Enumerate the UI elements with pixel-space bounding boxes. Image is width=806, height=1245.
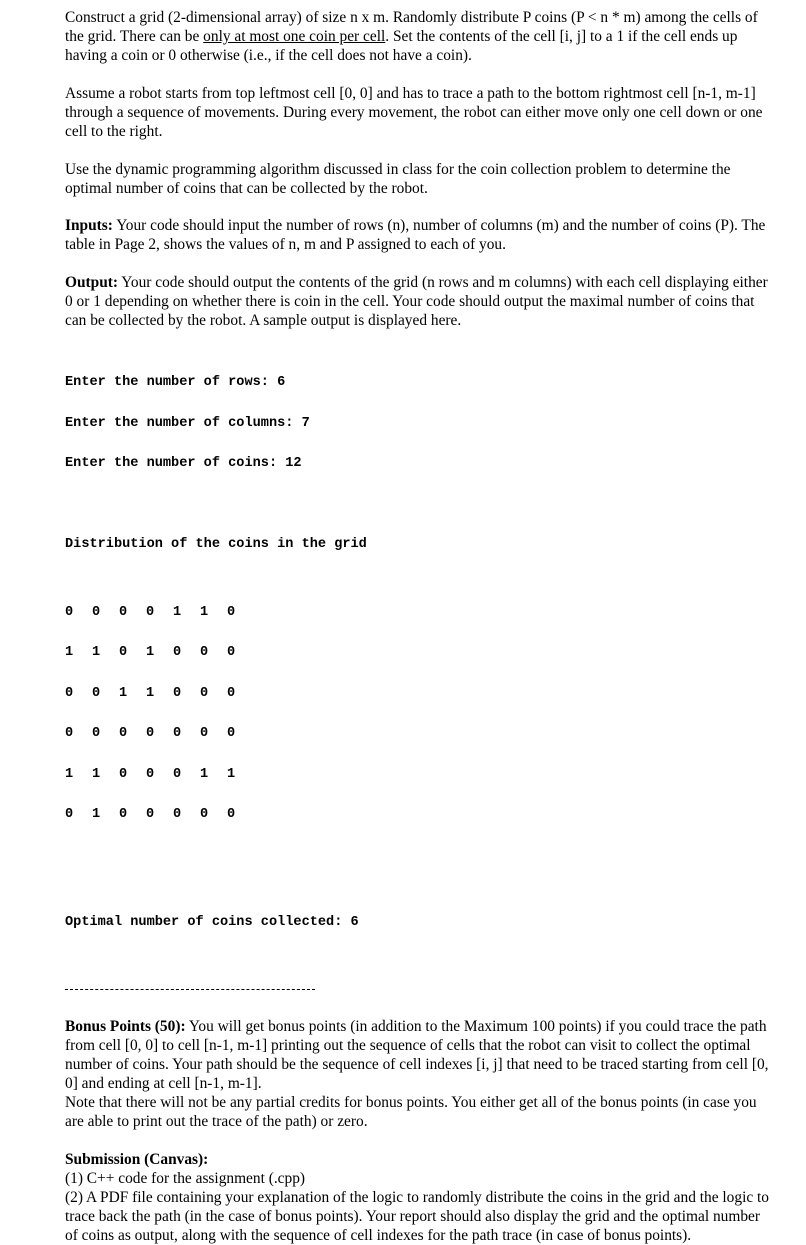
grid-cell: 0 [227, 645, 236, 660]
grid-cell: 1 [119, 685, 128, 701]
grid-cell: 0 [200, 685, 209, 701]
inputs-paragraph [65, 216, 771, 254]
grid-cell: 1 [92, 766, 101, 782]
grid-cell: 0 [227, 807, 236, 822]
bonus-label: Bonus Points (50): [65, 1017, 186, 1035]
grid-cell: 0 [173, 766, 182, 782]
submission-heading: Submission (Canvas): [65, 1150, 209, 1168]
grid-cell: 0 [92, 604, 101, 620]
dp-paragraph: Use the dynamic programming algorithm discussed in class for the coin collection problem to determine the optimal number of coins that can be collected by the robot. [65, 161, 731, 197]
rows-prompt: Enter the number of rows: 6 [65, 375, 286, 390]
grid-cell: 0 [227, 726, 236, 741]
grid-cell: 0 [65, 604, 74, 620]
grid-cell: 0 [92, 685, 101, 701]
grid-cell: 0 [173, 645, 182, 660]
grid-cell: 1 [146, 685, 155, 701]
intro-underlined-text: only at most one coin per cell [203, 28, 386, 45]
inputs-text: Your code should input the number of rows (n), number of columns (m) and the number of coins (P). The table in Page 2, shows the values of n, m and P assigned to each of you. [65, 217, 766, 253]
grid-cell: 0 [173, 685, 182, 701]
grid-cell: 1 [65, 645, 74, 660]
grid-cell: 0 [146, 726, 155, 741]
coins-prompt: Enter the number of coins: 12 [65, 456, 302, 471]
robot-paragraph: Assume a robot starts from top leftmost cell [0, 0] and has to trace a path to the bottom rightmost cell [n-1, m-1] through a sequence of movements. During every movement, the robot can either move only one cell down or one cell to the right. [65, 85, 763, 140]
grid-cell: 1 [227, 766, 236, 782]
intro-text-part1: Construct a grid (2-dimensional array) of size n x m. Randomly distribute P coins (P < n * m) among the cells of the grid. There can be [65, 9, 758, 45]
assignment-document [65, 8, 771, 1245]
grid-cell: 1 [146, 645, 155, 660]
coin-grid [65, 579, 771, 849]
grid-cell: 0 [65, 807, 74, 822]
grid-cell: 0 [119, 604, 128, 620]
intro-paragraph [65, 8, 771, 65]
grid-cell: 0 [65, 726, 74, 741]
grid-cell: 0 [119, 766, 128, 782]
inputs-label: Inputs: [65, 217, 113, 234]
grid-cell: 1 [200, 604, 209, 620]
grid-cell: 0 [119, 807, 128, 822]
intro-text-part2: . Set the contents of the cell [i, j] to a 1 if the cell ends up having a coin or 0 otherwise (i.e., if the cell does not have a coin). [65, 28, 738, 64]
grid-cell: 1 [200, 766, 209, 782]
submission-item-2: (2) A PDF file containing your explanation of the logic to randomly distribute the coins in the grid and the logic to trace back the path (in the case of bonus points). Your report should also display the grid and the optimal number of coins as output, along with the sequence of cell indexes for the path trace (in case of bonus points). [65, 1188, 769, 1244]
grid-cell: 0 [227, 604, 236, 620]
grid-row [65, 808, 771, 822]
grid-cell: 1 [173, 604, 182, 620]
grid-cell: 0 [200, 645, 209, 660]
grid-row [65, 606, 771, 620]
section-divider [65, 989, 315, 990]
grid-cell: 0 [119, 645, 128, 660]
grid-row [65, 687, 771, 701]
grid-cell: 0 [146, 604, 155, 620]
grid-cell: 0 [173, 807, 182, 822]
grid-cell: 0 [200, 726, 209, 741]
output-label: Output: [65, 274, 119, 291]
submission-section [65, 1150, 771, 1245]
grid-cell: 0 [92, 726, 101, 741]
grid-row [65, 768, 771, 782]
sample-console-output [65, 349, 771, 957]
output-paragraph [65, 273, 771, 330]
grid-cell: 1 [65, 766, 74, 782]
grid-cell: 0 [227, 685, 236, 701]
bonus-note: Note that there will not be any partial credits for bonus points. You either get all of the bonus points (in case you are able to print out the trace of the path) or zero. [65, 1093, 757, 1130]
grid-row [65, 646, 771, 660]
output-text: Your code should output the contents of the grid (n rows and m columns) with each cell displaying either 0 or 1 depending on whether there is coin in the cell. Your code should output the maximal number of coins that can be collected by the robot. A sample output is displayed here. [65, 274, 768, 329]
optimal-result: Optimal number of coins collected: 6 [65, 915, 359, 930]
grid-heading: Distribution of the coins in the grid [65, 537, 367, 552]
cols-prompt: Enter the number of columns: 7 [65, 415, 310, 431]
submission-item-1: (1) C++ code for the assignment (.cpp) [65, 1169, 306, 1187]
grid-cell: 0 [146, 766, 155, 782]
console-blank-line [65, 498, 771, 512]
bonus-paragraph [65, 1017, 771, 1093]
grid-cell: 1 [92, 645, 101, 660]
console-blank-line [65, 876, 771, 890]
grid-cell: 0 [119, 726, 128, 741]
grid-cell: 1 [92, 807, 101, 822]
grid-cell: 0 [146, 807, 155, 822]
grid-cell: 0 [200, 807, 209, 822]
grid-row [65, 727, 771, 741]
grid-cell: 0 [173, 726, 182, 741]
bonus-text: You will get bonus points (in addition to the Maximum 100 points) if you could trace the path from cell [0, 0] to cell [n-1, m-1] printing out the sequence of cells that the robot can visit to collect the optimal number of coins. Your path should be the sequence of cell indexes [i, j] that need to be traced starting from cell [0, 0] and ending at cell [n-1, m-1]. [65, 1017, 769, 1092]
grid-cell: 0 [65, 685, 74, 701]
